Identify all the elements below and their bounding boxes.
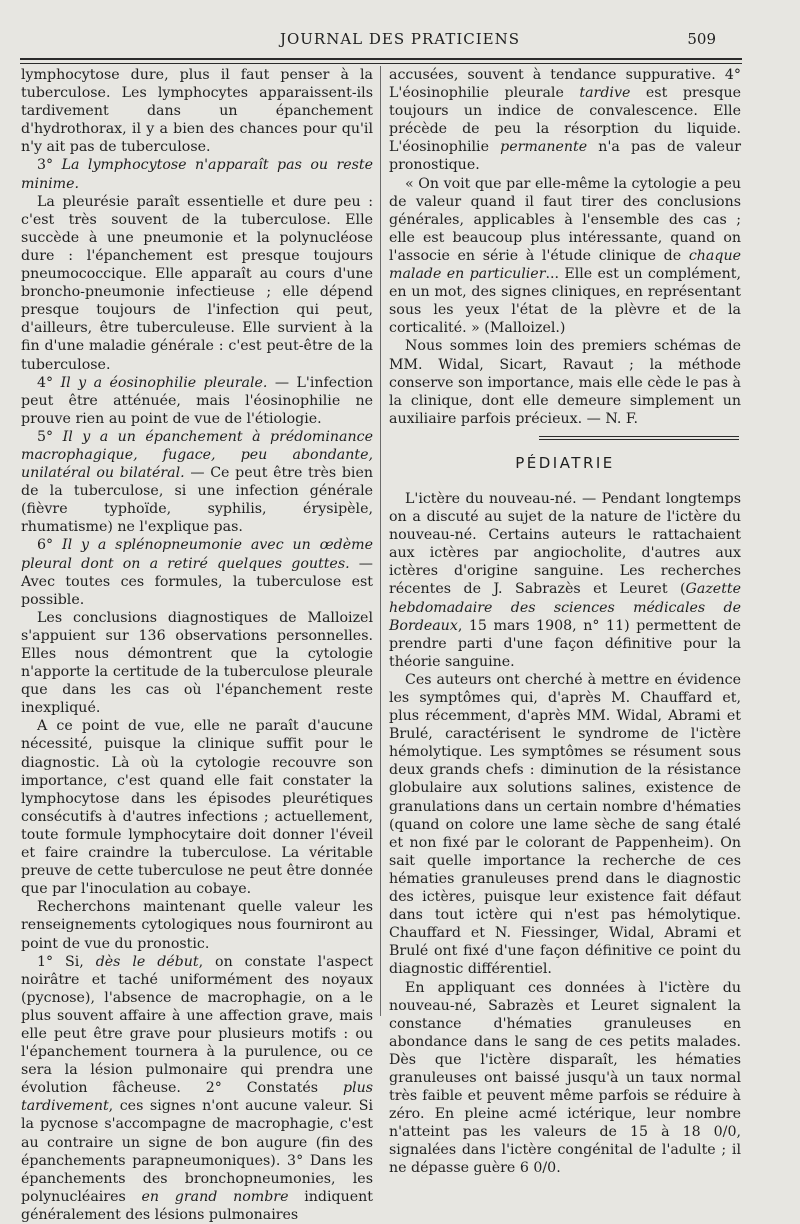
right-column bbox=[389, 66, 741, 1178]
article-title: L'ictère du nouveau-né. bbox=[405, 490, 577, 507]
paragraph: 6° Il y a splénopneumonie avec un œdème pleural dont on a retiré quelques gouttes. — Avec toutes ces formules, la tuberculose est possible. bbox=[21, 537, 373, 608]
page-header bbox=[0, 26, 800, 56]
paragraph: accusées, souvent à tendance suppurative. 4° L'éosinophilie pleurale tardive est presque toujours un indice de convalescence. Elle précède de peu la résorption du liquide. L'éosinophilie permanente n'a pas de valeur pronostique. bbox=[389, 67, 741, 174]
column-divider bbox=[380, 66, 381, 1016]
paragraph: Ces auteurs ont cherché à mettre en évidence les symptômes qui, d'après M. Chauffard et, plus récemment, d'après MM. Widal, Abrami et Brulé, caractérisent le syndrome de l'ictère hémolytique. Les symptômes se résument sous deux grands chefs : diminution de la résistance globulaire aux solutions salines, existence de granulations dans un certain nombre d'hématies (quand on colore une lame sèche de sang étalé et non fixé par le colorant de Pappenheim). On sait quelle importance la recherche de ces hématies granuleuses prend dans le diagnostic des ictères, puisque leur existence fait défaut dans tout ictère qui n'est pas hémolytique. Chauffard et N. Fiessinger, Widal, Abrami et Brulé ont fixé d'une façon définitive ce point du diagnostic différentiel. bbox=[389, 671, 741, 978]
paragraph: 4° Il y a éosinophilie pleurale. — L'infection peut être atténuée, mais l'éosinophilie ne prouve rien au point de vue de l'étiologie. bbox=[21, 374, 374, 427]
running-title: JOURNAL DES PRATICIENS bbox=[279, 30, 521, 48]
paragraph: L'ictère du nouveau-né. — Pendant longtemps on a discuté au sujet de la nature de l'ictère du nouveau-né. Certains auteurs le rattachaient aux ictères par angiocholite, d'autres aux ictères d'origine sanguine. Les recherches récentes de J. Sabrazès et Leuret (Gazette hebdomadaire des sciences médicales de Bordeaux, 15 mars 1908, n° 11) permettent de prendre parti d'une façon définitive pour la théorie sanguine. bbox=[389, 490, 741, 670]
header-rule bbox=[20, 58, 742, 60]
paragraph: 3° La lymphocytose n'apparaît pas ou reste minime. bbox=[21, 157, 373, 192]
header-rule-thin bbox=[20, 63, 742, 64]
paragraph: 5° Il y a un épanchement à prédominance macrophagique, fugace, peu abondante, unilatéral ou bilatéral. — Ce peut être très bien de la tuberculose, si une infection générale (fièvre typhoïde, syphilis, érysipèle, rhumatisme) ne l'explique pas. bbox=[21, 428, 373, 536]
page-number: 509 bbox=[687, 30, 716, 48]
paragraph: Recherchons maintenant quelle valeur les renseignements cytologiques nous fourniront au point de vue du pronostic. bbox=[21, 899, 373, 952]
paragraph: 1° Si, dès le début, on constate l'aspect noirâtre et taché uniformément des noyaux (pycnose), l'absence de macrophagie, on a le plus souvent affaire à une affection grave, mais elle peut être grave pour plusieurs motifs : ou l'épanchement tournera à la purulence, ou ce sera la lésion pulmonaire qui prendra une évolution fâcheuse. 2° Constatés plus tardivement, ces signes n'ont aucune valeur. Si la pycnose s'accompagne de macrophagie, c'est au contraire un signe de bon augure (fin des épanchements parapneumoniques). 3° Dans les épanchements des bronchopneumonies, les polynucléaires en grand nombre indiquent généralement des lésions pulmonaires bbox=[21, 953, 373, 1223]
paragraph: lymphocytose dure, plus il faut penser à la tuberculose. Les lymphocytes apparaissent-ils tardivement dans un épanchement d'hydrothorax, il y a bien des chances pour qu'il n'y ait pas de tuberculose. bbox=[21, 67, 373, 156]
section-separator bbox=[539, 436, 739, 442]
paragraph: Nous sommes loin des premiers schémas de MM. Widal, Sicart, Ravaut ; la méthode conserve son importance, mais elle cède le pas à la clinique, dont elle demeure simplement un auxiliaire parfois précieux. — N. F. bbox=[389, 338, 741, 427]
paragraph: Les conclusions diagnostiques de Malloizel s'appuient sur 136 observations personnelles. Elles nous démontrent que la cytologie n'apporte la certitude de la tuberculose pleurale que dans les cas où l'épanchement reste inexpliqué. bbox=[21, 609, 373, 717]
paragraph: La pleurésie paraît essentielle et dure peu : c'est très souvent de la tuberculose. Elle succède à une pneumonie et la polynucléose dure : l'épanchement est presque toujours pneumococcique. Elle apparaît au cours d'une broncho-pneumonie infectieuse ; elle dépend presque toujours de l'infection qui peut, d'ailleurs, être tuberculeuse. Elle survient à la fin d'une maladie générale : c'est peut-être de la tuberculose. bbox=[21, 193, 373, 373]
paragraph: En appliquant ces données à l'ictère du nouveau-né, Sabrazès et Leuret signalent la constance d'hématies granuleuses en abondance dans le sang de ces petits malades. Dès que l'ictère disparaît, les hématies granuleuses ont baissé jusqu'à un taux normal très faible et peuvent même parfois se réduire à zéro. En pleine acmé ictérique, leur nombre n'atteint pas les valeurs de 15 à 18 0/0, signalées dans l'ictère congénital de l'adulte ; il ne dépasse guère 6 0/0. bbox=[389, 979, 741, 1177]
paragraph: A ce point de vue, elle ne paraît d'aucune nécessité, puisque la clinique suffit pour le diagnostic. Là où la cytologie recouvre son importance, c'est quand elle fait constater la lymphocytose dans les épisodes pleurétiques consécutifs à d'autres infections ; actuellement, toute formule lymphocytaire doit donner l'éveil et faire craindre la tuberculose. La véritable preuve de cette tuberculose ne peut être donnée que par l'inoculation au cobaye. bbox=[21, 718, 373, 898]
left-column bbox=[21, 66, 373, 1224]
section-heading: PÉDIATRIE bbox=[515, 453, 615, 472]
paragraph: « On voit que par elle-même la cytologie a peu de valeur quand il faut tirer des conclusions générales, applicables à l'ensemble des cas ; elle est beaucoup plus intéressante, quand on l'associe en série à l'étude clinique de chaque malade en particulier... Elle est un complément, en un mot, des signes cliniques, en représentant sous les yeux l'état de la plèvre et de la corticalité. » (Malloizel.) bbox=[389, 175, 741, 337]
